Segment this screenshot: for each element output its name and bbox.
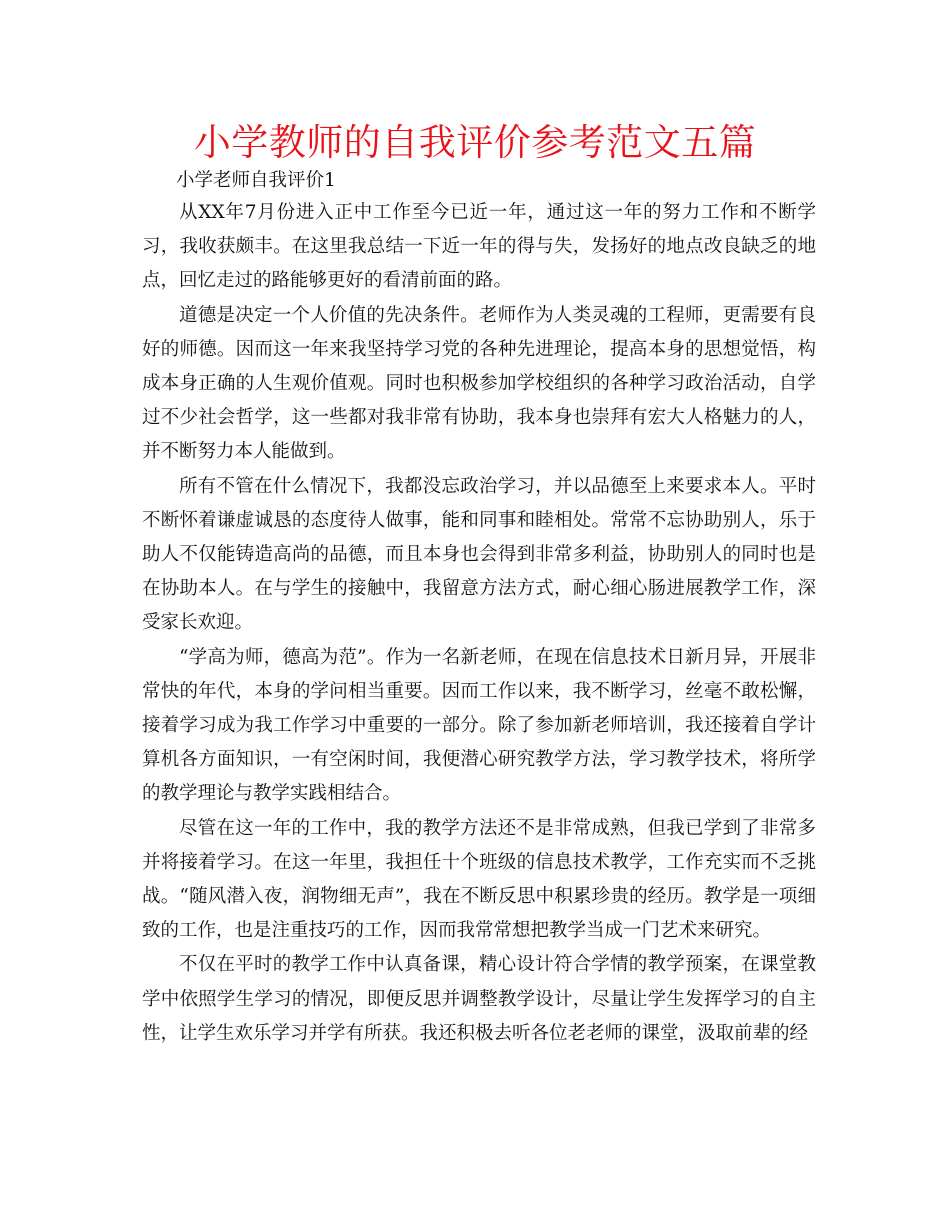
document-body: [142, 166, 816, 1051]
section-subheading: 小学老师自我评价1: [176, 170, 336, 191]
paragraph-6: 不仅在平时的教学工作中认真备课，精心设计符合学情的教学预案，在课堂教学中依照学生学习的情况，即便反思并调整教学设计，尽量让学生发挥学习的自主性，让学生欢乐学习并学有所获。我还积极去听各位老老师的课堂，汲取前辈的经: [142, 954, 816, 1044]
paragraph-4: “学高为师，德高为范”。作为一名新老师，在现在信息技术日新月异，开展非常快的年代，本身的学问相当重要。因而工作以来，我不断学习，丝毫不敢松懈，接着学习成为我工作学习中重要的一部分。除了参加新老师培训，我还接着自学计算机各方面知识，一有空闲时间，我便潜心研究教学方法，学习教学技术，将所学的教学理论与教学实践相结合。: [142, 646, 816, 805]
paragraph-5: 尽管在这一年的工作中，我的教学方法还不是非常成熟，但我已学到了非常多并将接着学习。在这一年里，我担任十个班级的信息技术教学，工作充实而不乏挑战。“随风潜入夜，润物细无声”，我在不断反思中积累珍贵的经历。教学是一项细致的工作，也是注重技巧的工作，因而我常常想把教学当成一门艺术来研究。: [142, 817, 816, 942]
document-title: 小学教师的自我评价参考范文五篇: [193, 121, 757, 164]
paragraph-1: 从XX年7月份进入正中工作至今已近一年，通过这一年的努力工作和不断学习，我收获颇丰。在这里我总结一下近一年的得与失，发扬好的地点改良缺乏的地点，回忆走过的路能够更好的看清前面的路。: [142, 202, 816, 292]
paragraph-2: 道德是决定一个人价值的先决条件。老师作为人类灵魂的工程师，更需要有良好的师德。因而这一年来我坚持学习党的各种先进理论，提高本身的思想觉悟，构成本身正确的人生观价值观。同时也积极参加学校组织的各种学习政治活动，自学过不少社会哲学，这一些都对我非常有协助，我本身也崇拜有宏大人格魅力的人，并不断努力本人能做到。: [142, 304, 816, 463]
paragraph-3: 所有不管在什么情况下，我都没忘政治学习，并以品德至上来要求本人。平时不断怀着谦虚诚恳的态度待人做事，能和同事和睦相处。常常不忘协助别人，乐于助人不仅能铸造高尚的品德，而且本身也会得到非常多利益，协助别人的同时也是在协助本人。在与学生的接触中，我留意方法方式，耐心细心肠进展教学工作，深受家长欢迎。: [142, 475, 816, 634]
